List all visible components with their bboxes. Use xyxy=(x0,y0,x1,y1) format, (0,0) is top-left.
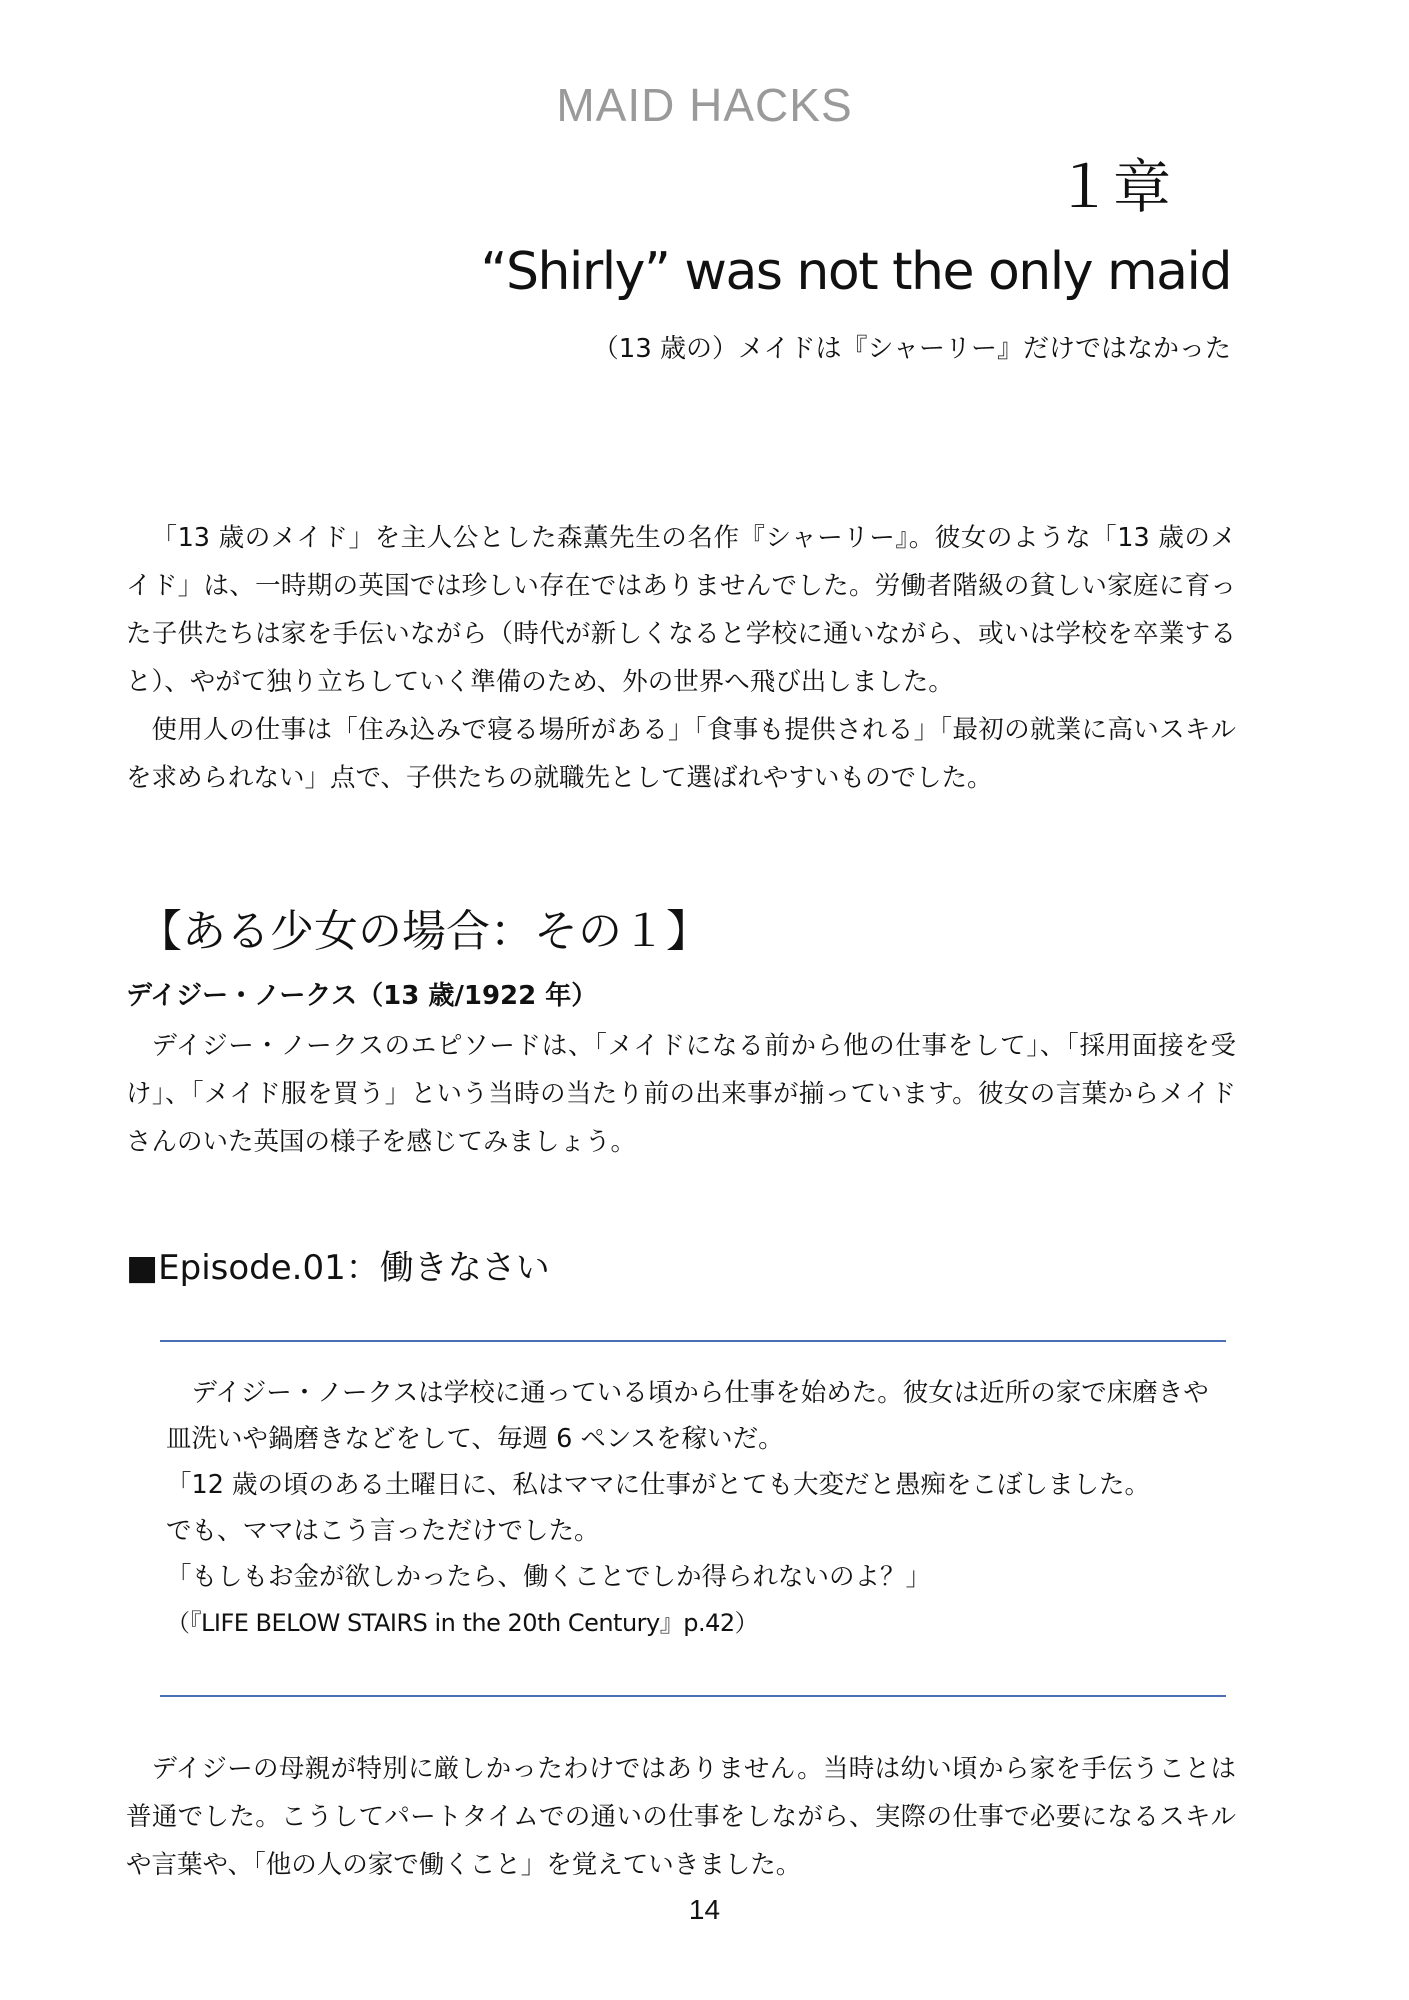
page-number: 14 xyxy=(688,1894,721,1925)
person-description-paragraph: デイジー・ノークスのエピソードは、「メイドになる前から他の仕事をして」、「採用面接を受け」、「メイド服を買う」という当時の当たり前の出来事が揃っています。彼女の言葉からメイドさんのいた英国の様子を感じてみましょう。 xyxy=(126,1031,1236,1157)
quote-line-4: 「もしもお金が欲しかったら、働くことでしか得られないのよ？」 xyxy=(166,1562,932,1592)
quote-line-2: 「12 歳の頃のある土曜日に、私はママに仕事がとても大変だと愚痴をこぼしました。 xyxy=(166,1470,1151,1500)
person-name: デイジー・ノークス（13 歳/1922 年） xyxy=(126,981,598,1011)
running-head: MAID HACKS xyxy=(556,79,853,131)
outro-paragraph-1: デイジーの母親が特別に厳しかったわけではありません。当時は幼い頃から家を手伝うことは普通でした。こうしてパートタイムでの通いの仕事をしながら、実際の仕事で必要になるスキルや言葉や、「他の人の家で働くこと」を覚えていきました。 xyxy=(126,1754,1236,1880)
quote-source: （『LIFE BELOW STAIRS in the 20th Century』p.42） xyxy=(166,1609,759,1637)
quote-line-3: でも、ママはこう言っただけでした。 xyxy=(166,1516,600,1546)
outro-text xyxy=(126,1745,1236,1889)
intro-paragraph-1: 「13 歳のメイド」を主人公とした森薫先生の名作『シャーリー』。彼女のような「13 歳のメイド」は、一時期の英国では珍しい存在ではありませんでした。労働者階級の貧しい家庭に育った子供たちは家を手伝いながら（時代が新しくなると学校に通いながら、或いは学校を卒業すると）、やがて独り立ちしていく準備のため、外の世界へ飛び出しました。 xyxy=(126,523,1236,697)
quote-top-rule xyxy=(160,1340,1226,1342)
intro-paragraph-2: 使用人の仕事は「住み込みで寝る場所がある」「食事も提供される」「最初の就業に高いスキルを求められない」点で、子供たちの就職先として選ばれやすいものでした。 xyxy=(126,715,1236,793)
quote-bottom-rule xyxy=(160,1695,1226,1697)
episode-quote xyxy=(166,1370,1226,1646)
chapter-title: “Shirly” was not the only maid xyxy=(480,242,1231,302)
chapter-subtitle: （13 歳の）メイドは『シャーリー』だけではなかった xyxy=(592,334,1231,364)
person-description xyxy=(126,1022,1236,1166)
episode-heading: ■Episode.01：働きなさい xyxy=(126,1248,550,1288)
section-heading: 【ある少女の場合：その１】 xyxy=(138,906,710,957)
intro-text xyxy=(126,514,1236,802)
quote-line-1: デイジー・ノークスは学校に通っている頃から仕事を始めた。彼女は近所の家で床磨きや皿洗いや鍋磨きなどをして、毎週 6 ペンスを稼いだ。 xyxy=(166,1378,1209,1454)
chapter-number: １章 xyxy=(1054,153,1171,221)
